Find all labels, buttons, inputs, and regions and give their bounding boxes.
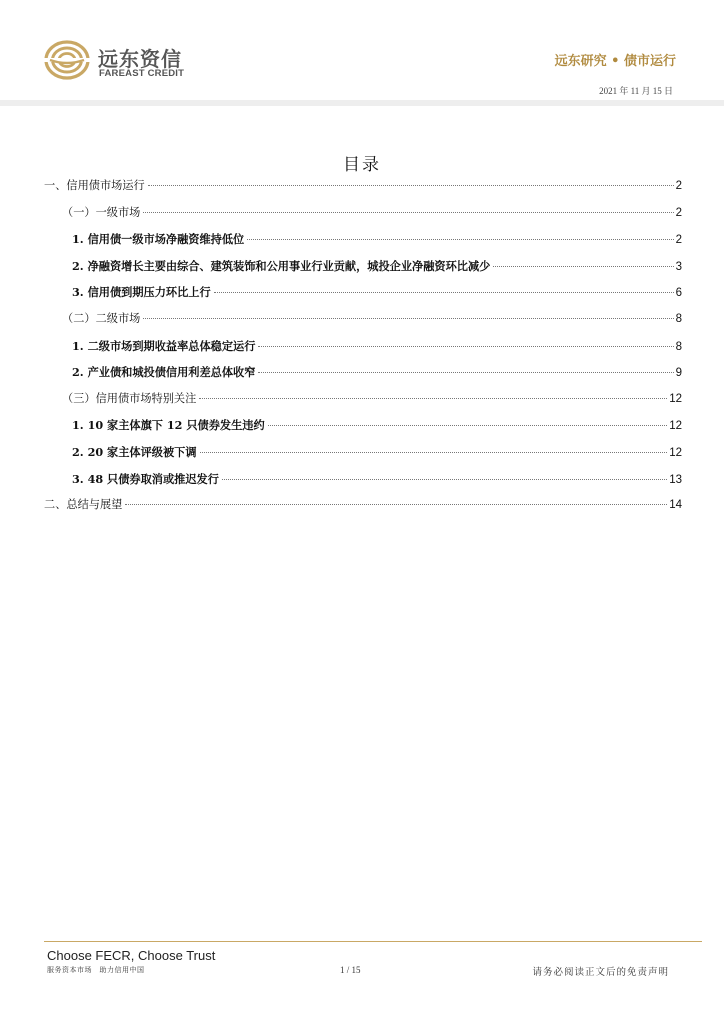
toc-entry[interactable] (62, 203, 682, 223)
toc-entry-label: 1. 二级市场到期收益率总体稳定运行 (72, 339, 256, 353)
toc-entry-label: 2. 产业债和城投债信用利差总体收窄 (72, 365, 256, 379)
footer-slogan: Choose FECR, Choose Trust (47, 948, 216, 963)
logo-emblem-icon (44, 40, 90, 80)
toc-entry-label: 一、信用债市场运行 (44, 179, 145, 192)
report-date: 2021 年 11 月 15 日 (599, 86, 673, 96)
toc-entry[interactable] (62, 389, 682, 409)
toc-leader-dots (258, 371, 673, 373)
toc-entry-label: （一）一级市场 (62, 206, 141, 219)
toc-entry[interactable] (44, 176, 682, 196)
toc-entry-label: 1. 10 家主体旗下 12 只债券发生违约 (72, 418, 265, 432)
page-header (0, 0, 724, 104)
report-section-tag: 远东研究 • 债市运行 (554, 54, 676, 69)
toc-leader-dots (222, 478, 667, 480)
toc-entry-label: （三）信用债市场特别关注 (62, 392, 197, 405)
toc-entry-page: 14 (669, 499, 682, 511)
toc-entry-label: 2. 净融资增长主要由综合、建筑装饰和公用事业行业贡献，城投企业净融资环比减少 (72, 259, 491, 273)
footer-slogan-chinese: 服务资本市场 助力信用中国 (47, 966, 145, 974)
toc-entry[interactable] (72, 415, 682, 435)
toc-leader-dots (200, 451, 668, 453)
toc-entry[interactable] (72, 362, 682, 382)
toc-leader-dots (247, 238, 673, 240)
toc-leader-dots (268, 424, 668, 426)
toc-entry[interactable] (72, 442, 682, 462)
toc-entry-label: （二）二级市场 (62, 312, 141, 325)
toc-entry-label: 2. 20 家主体评级被下调 (72, 445, 197, 459)
toc-entry[interactable] (72, 256, 682, 276)
toc-leader-dots (199, 397, 667, 399)
toc-leader-dots (143, 317, 673, 319)
toc-title: 目录 (343, 155, 381, 175)
toc-entry-page: 2 (675, 180, 682, 192)
toc-entry-page: 12 (669, 393, 682, 405)
footer-disclaimer: 请务必阅读正文后的免责声明 (532, 967, 669, 978)
toc-leader-dots (214, 291, 674, 293)
toc-entry-page: 8 (675, 341, 682, 353)
toc-leader-dots (258, 345, 673, 347)
footer-divider (44, 941, 702, 942)
toc-entry[interactable] (72, 469, 682, 489)
header-divider (0, 100, 724, 106)
toc-entry[interactable] (62, 309, 682, 329)
toc-entry-page: 6 (675, 287, 682, 299)
toc-entry-label: 二、总结与展望 (44, 498, 123, 511)
toc-entry-page: 12 (669, 447, 682, 459)
toc-entry-page: 8 (675, 313, 682, 325)
toc-entry-label: 1. 信用债一级市场净融资维持低位 (72, 232, 245, 246)
toc-entry-page: 13 (669, 474, 682, 486)
toc-leader-dots (143, 211, 673, 213)
toc-leader-dots (493, 265, 673, 267)
toc-entry[interactable] (72, 229, 682, 249)
toc-leader-dots (125, 503, 667, 505)
toc-entry-label: 3. 48 只债券取消或推迟发行 (72, 472, 219, 486)
logo-english-name: FAREAST CREDIT (99, 68, 185, 79)
logo-chinese-name: 远东资信 (98, 47, 182, 71)
toc-entry-page: 2 (675, 207, 682, 219)
page-number: 1 / 15 (340, 965, 361, 975)
toc-entry[interactable] (72, 282, 682, 302)
toc-entry-label: 3. 信用债到期压力环比上行 (72, 285, 211, 299)
toc-entry-page: 2 (675, 234, 682, 246)
toc-entry-page: 3 (675, 261, 682, 273)
toc-entry[interactable] (44, 495, 682, 515)
toc-entry[interactable] (72, 336, 682, 356)
toc-entry-page: 12 (669, 420, 682, 432)
company-logo (44, 40, 194, 82)
toc-entry-page: 9 (675, 367, 682, 379)
toc-leader-dots (148, 184, 674, 186)
